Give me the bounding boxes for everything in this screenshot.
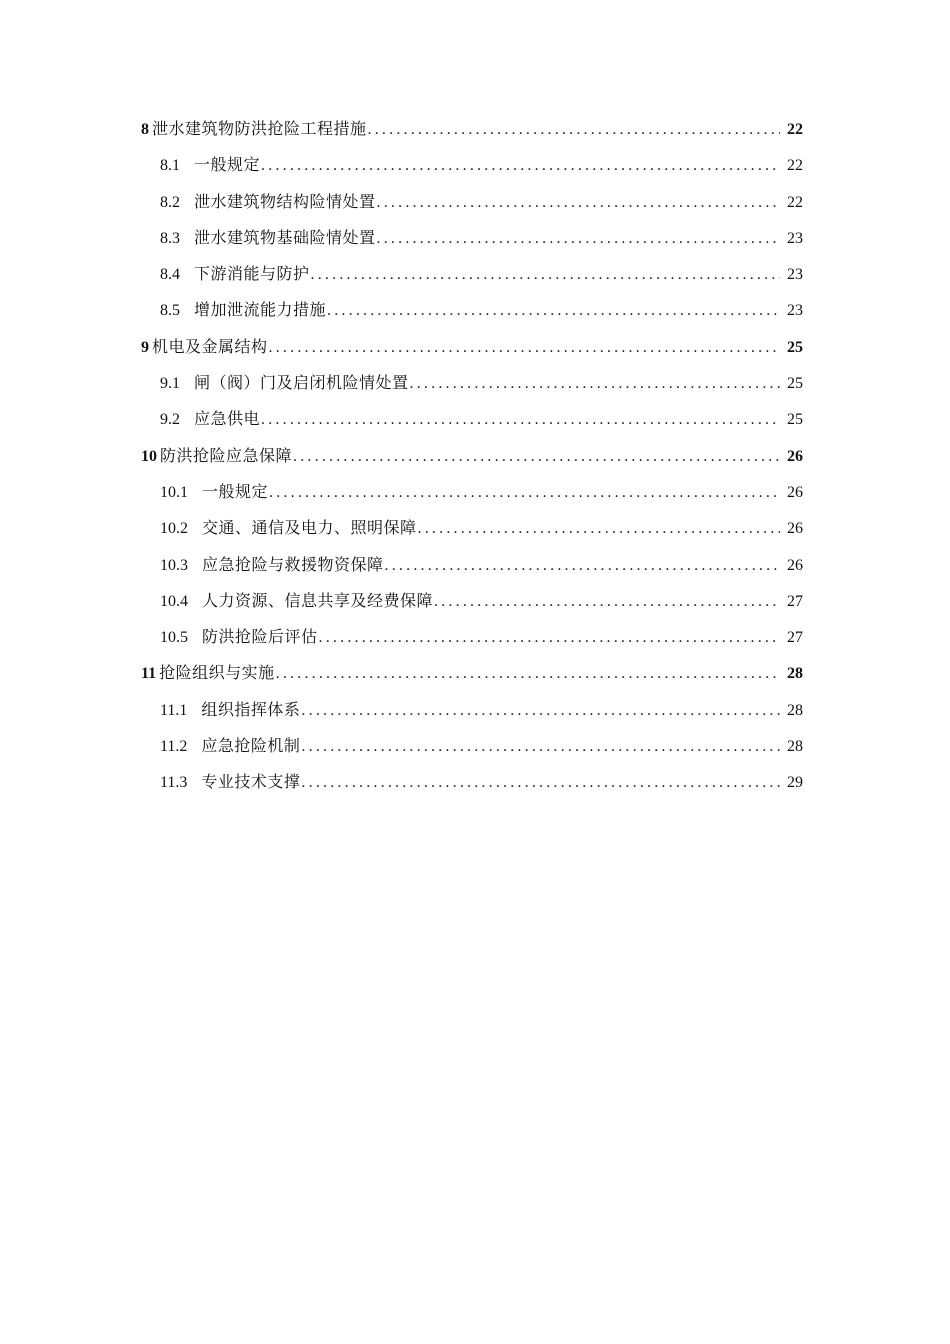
dot-leader — [261, 402, 780, 438]
toc-entry-title: 泄水建筑物防洪抢险工程措施 — [152, 119, 367, 138]
toc-entry-number: 10.5 — [160, 629, 188, 647]
dot-leader — [385, 548, 780, 584]
toc-entry-number: 10.4 — [160, 592, 188, 610]
toc-entry-page: 26 — [787, 556, 803, 574]
toc-entry-number: 9.2 — [160, 411, 180, 429]
toc-entry-number: 10 — [141, 447, 157, 465]
toc-entry-number: 8.3 — [160, 229, 180, 247]
toc-entry-10-4[interactable] — [141, 583, 803, 619]
toc-entry-title: 下游消能与防护 — [194, 264, 310, 284]
toc-entry-page: 29 — [787, 774, 803, 792]
dot-leader — [269, 475, 780, 511]
dot-leader — [261, 148, 780, 184]
toc-entry-page: 25 — [787, 375, 803, 393]
toc-entry-page: 28 — [787, 665, 803, 683]
toc-entry-number: 8.4 — [160, 266, 180, 284]
dot-leader — [418, 511, 780, 547]
dot-leader — [301, 693, 780, 729]
toc-entry-10-2[interactable] — [141, 510, 803, 546]
toc-entry-title: 组织指挥体系 — [201, 699, 301, 719]
toc-entry-10-3[interactable] — [141, 547, 803, 583]
toc-entry-page: 22 — [787, 157, 803, 175]
toc-entry-number: 11.1 — [160, 701, 188, 719]
toc-entry-9-2[interactable] — [141, 401, 803, 437]
toc-entry-number: 10.2 — [160, 520, 188, 538]
toc-entry-page: 23 — [787, 302, 803, 320]
dot-leader — [319, 620, 780, 656]
toc-entry-number: 9.1 — [160, 375, 180, 393]
toc-entry-title: 一般规定 — [202, 481, 269, 501]
dot-leader — [301, 729, 780, 765]
toc-entry-number: 11 — [141, 665, 157, 683]
toc-entry-number: 8.5 — [160, 302, 180, 320]
dot-leader — [377, 221, 780, 257]
toc-entry-number: 9 — [141, 338, 149, 356]
toc-entry-title: 人力资源、信息共享及经费保障 — [202, 590, 434, 610]
toc-entry-title: 专业技术支撑 — [201, 772, 301, 792]
dot-leader — [327, 293, 780, 329]
dot-leader — [301, 765, 780, 801]
toc-entry-page: 23 — [787, 266, 803, 284]
toc-entry-9-1[interactable] — [141, 365, 803, 401]
toc-entry-title: 机电及金属结构 — [152, 336, 268, 356]
dot-leader — [293, 439, 780, 475]
toc-entry-title: 闸（阀）门及启闭机险情处置 — [194, 373, 409, 393]
toc-entry-title: 一般规定 — [194, 155, 261, 175]
toc-entry-8-3[interactable] — [141, 220, 803, 256]
toc-entry-page: 28 — [787, 701, 803, 719]
toc-entry-chapter-9[interactable] — [141, 329, 803, 365]
toc-entry-title: 泄水建筑物基础险情处置 — [194, 227, 376, 247]
toc-entry-number: 8.2 — [160, 193, 180, 211]
toc-entry-page: 25 — [787, 411, 803, 429]
toc-entry-title: 抢险组织与实施 — [159, 663, 275, 683]
toc-entry-number: 10.1 — [160, 483, 188, 501]
toc-entry-10-1[interactable] — [141, 474, 803, 510]
toc-entry-page: 26 — [787, 483, 803, 501]
toc-entry-page: 22 — [787, 121, 803, 138]
toc-entry-page: 25 — [787, 338, 803, 356]
toc-entry-page: 27 — [787, 629, 803, 647]
toc-entry-page: 27 — [787, 592, 803, 610]
toc-entry-page: 23 — [787, 229, 803, 247]
toc-entry-chapter-8[interactable] — [141, 111, 803, 147]
table-of-contents — [141, 111, 803, 801]
toc-entry-page: 22 — [787, 193, 803, 211]
dot-leader — [368, 112, 780, 148]
toc-entry-number: 10.3 — [160, 556, 188, 574]
toc-entry-number: 11.2 — [160, 738, 188, 756]
toc-entry-8-5[interactable] — [141, 292, 803, 328]
toc-entry-8-4[interactable] — [141, 256, 803, 292]
toc-entry-number: 8.1 — [160, 157, 180, 175]
dot-leader — [410, 366, 780, 402]
dot-leader — [269, 330, 780, 366]
toc-entry-page: 26 — [787, 520, 803, 538]
toc-entry-8-2[interactable] — [141, 184, 803, 220]
toc-entry-number: 8 — [141, 121, 149, 138]
toc-entry-page: 26 — [787, 447, 803, 465]
toc-entry-title: 防洪抢险应急保障 — [160, 445, 293, 465]
toc-entry-11-3[interactable] — [141, 764, 803, 800]
toc-entry-chapter-10[interactable] — [141, 438, 803, 474]
toc-entry-title: 应急抢险与救援物资保障 — [202, 554, 384, 574]
toc-entry-8-1[interactable] — [141, 147, 803, 183]
dot-leader — [311, 257, 780, 293]
toc-entry-title: 交通、通信及电力、照明保障 — [202, 518, 417, 538]
dot-leader — [377, 185, 780, 221]
toc-entry-10-5[interactable] — [141, 619, 803, 655]
toc-entry-title: 防洪抢险后评估 — [202, 627, 318, 647]
toc-entry-11-1[interactable] — [141, 692, 803, 728]
toc-entry-title: 应急抢险机制 — [201, 736, 301, 756]
dot-leader — [276, 656, 780, 692]
toc-entry-number: 11.3 — [160, 774, 188, 792]
toc-entry-title: 泄水建筑物结构险情处置 — [194, 191, 376, 211]
toc-entry-11-2[interactable] — [141, 728, 803, 764]
toc-entry-title: 增加泄流能力措施 — [194, 300, 327, 320]
dot-leader — [434, 584, 780, 620]
toc-entry-page: 28 — [787, 738, 803, 756]
toc-entry-chapter-11[interactable] — [141, 655, 803, 691]
toc-entry-title: 应急供电 — [194, 409, 261, 429]
